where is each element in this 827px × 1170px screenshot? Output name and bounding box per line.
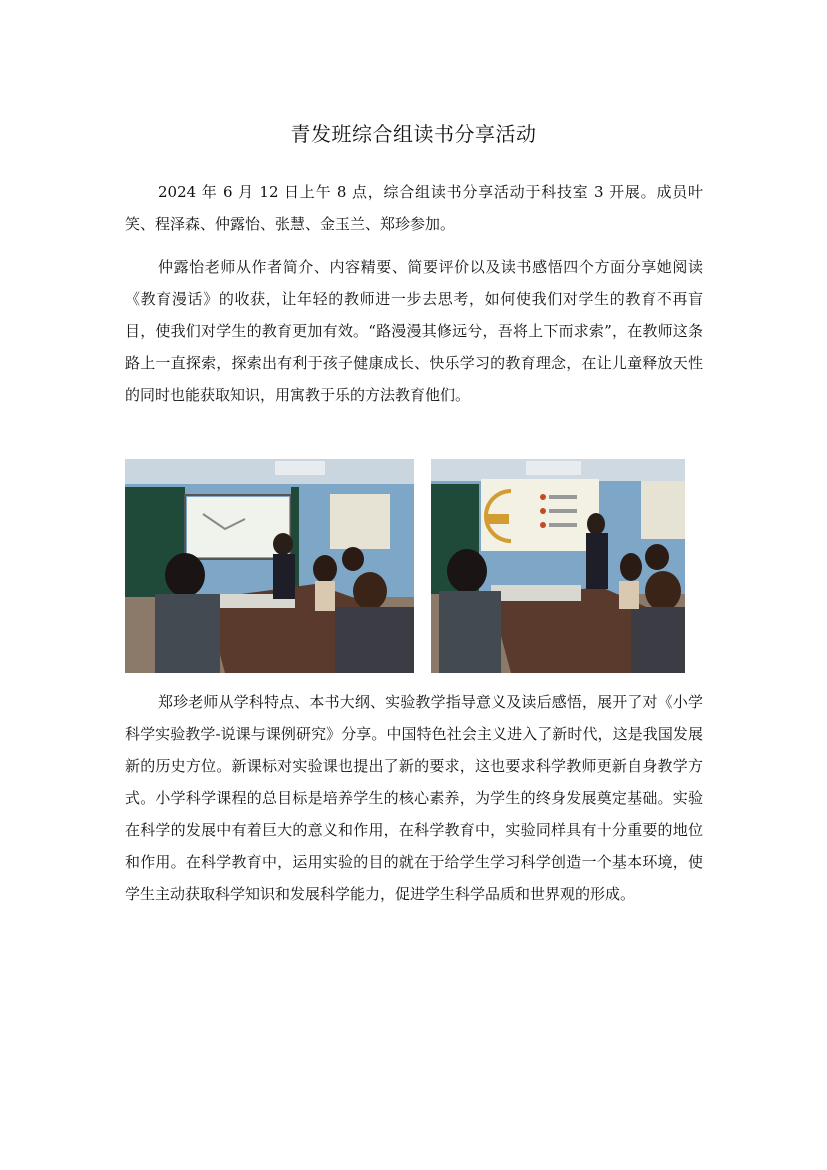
classroom-photo-2 bbox=[431, 459, 685, 673]
classroom-photo-1 bbox=[125, 459, 414, 673]
classroom-photo-1-image bbox=[125, 459, 414, 673]
document-title: 青发班综合组读书分享活动 bbox=[290, 122, 537, 146]
paragraph-zheng-zhen: 郑珍老师从学科特点、本书大纲、实验教学指导意义及读后感悟，展开了对《小学科学实验教学-说课与课例研究》分享。中国特色社会主义进入了新时代，这是我国发展新的历史方位。新课标对实验课也提出了新的要求，这也要求科学教师更新自身教学方式。小学科学课程的总目标是培养学生的核心素养，为学生的终身发展奠定基础。实验在科学的发展中有着巨大的意义和作用，在科学教育中，实验同样具有十分重要的地位和作用。在科学教育中，运用实验的目的就在于给学生学习科学创造一个基本环境，使学生主动获取科学知识和发展科学能力，促进学生科学品质和世界观的形成。 bbox=[125, 693, 703, 903]
paragraph-intro: 2024 年 6 月 12 日上午 8 点，综合组读书分享活动于科技室 3 开展。成员叶笑、程泽森、仲露怡、张慧、金玉兰、郑珍参加。 bbox=[125, 183, 703, 233]
classroom-photo-2-image bbox=[431, 459, 685, 673]
paragraph-zhong-luyi: 仲露怡老师从作者简介、内容精要、简要评价以及读书感悟四个方面分享她阅读《教育漫话》的收获，让年轻的教师进一步去思考，如何使我们对学生的教育不再盲目，使我们对学生的教育更加有效。“路漫漫其修远兮，吾将上下而求索”，在教师这条路上一直探索，探索出有利于孩子健康成长、快乐学习的教育理念，在让儿童释放天性的同时也能获取知识，用寓教于乐的方法教育他们。 bbox=[125, 258, 703, 404]
